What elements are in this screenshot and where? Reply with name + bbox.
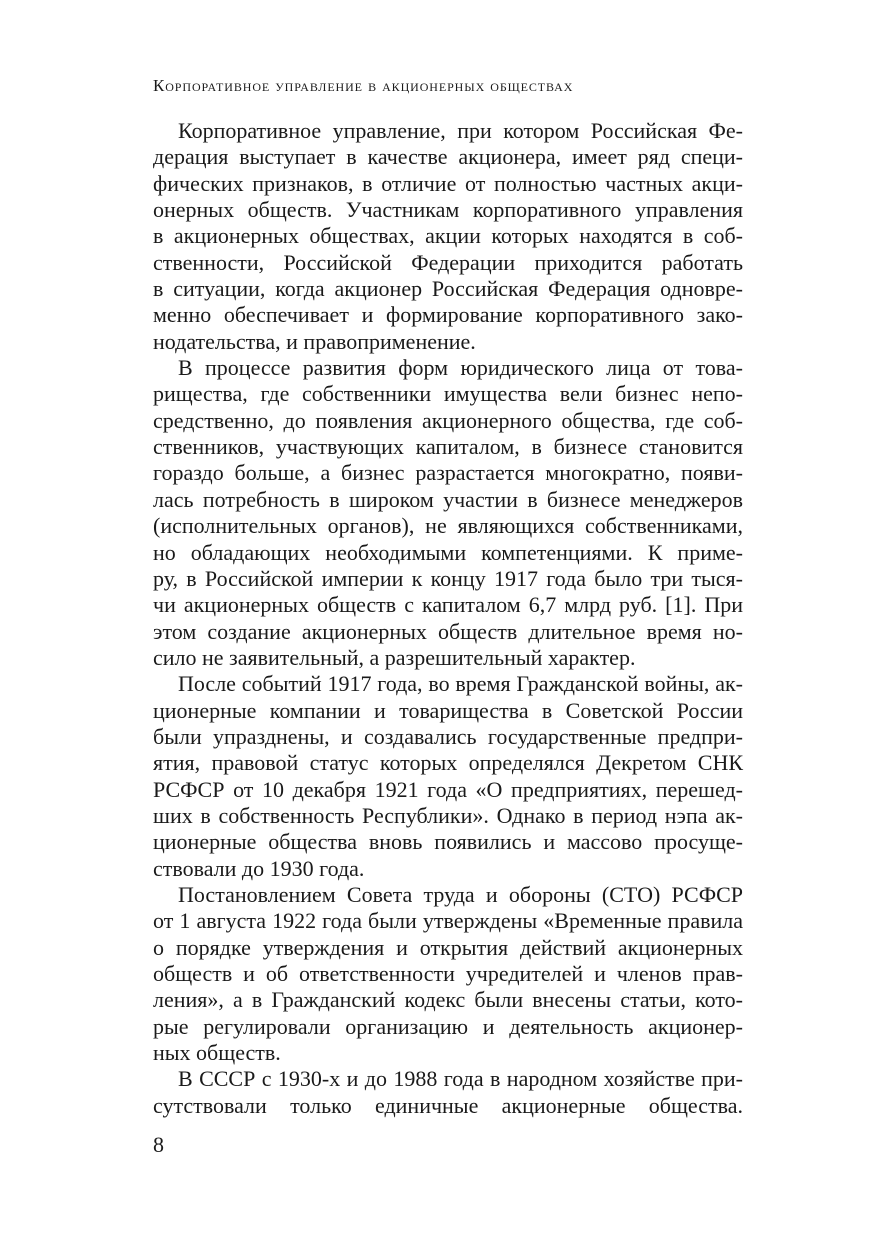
paragraph-2-line: лась потребность в широком участии в бизнесе менеджеров	[153, 486, 743, 512]
paragraph-3-line: ятия, правовой статус которых определялся Декретом СНК	[153, 750, 743, 776]
paragraph-3-line: ствовали до 1930 года.	[153, 855, 365, 881]
paragraph-2-line: В процессе развития форм юридического лица от това-	[178, 355, 743, 381]
body-text	[153, 118, 743, 1119]
paragraph-4-line: ления», а в Гражданский кодекс были внесены статьи, кото-	[153, 987, 743, 1013]
paragraph-1-line: фических признаков, в отличие от полностью частных акци-	[153, 170, 743, 196]
paragraph-5-line: сутствовали только единичные акционерные общества.	[153, 1092, 743, 1118]
running-head: Корпоративное управление в акционерных обществах	[153, 76, 574, 95]
paragraph-1-line: ственности, Российской Федерации приходится работать	[153, 249, 743, 275]
paragraph-2-line: ру, в Российской империи к концу 1917 года было три тыся-	[153, 565, 743, 591]
paragraph-4-line: о порядке утверждения и открытия действий акционерных	[153, 934, 743, 960]
paragraph-1-line: дерация выступает в качестве акционера, имеет ряд специ-	[153, 144, 743, 170]
paragraph-2-line: (исполнительных органов), не являющихся собственниками,	[153, 513, 743, 539]
paragraph-2-line: но обладающих необходимыми компетенциями. К приме-	[153, 539, 743, 565]
paragraph-1-line: менно обеспечивает и формирование корпоративного зако-	[153, 302, 743, 328]
paragraph-2-line: ственников, участвующих капиталом, в бизнесе становится	[153, 434, 743, 460]
paragraph-3-line: ционерные общества вновь появились и массово просуще-	[153, 829, 743, 855]
paragraph-5-line: В СССР с 1930-х и до 1988 года в народном хозяйстве при-	[178, 1066, 743, 1092]
paragraph-2-line: гораздо больше, а бизнес разрастается многократно, появи-	[153, 460, 743, 486]
paragraph-1-line: онерных обществ. Участникам корпоративного управления	[153, 197, 743, 223]
paragraph-2-line: этом создание акционерных обществ длительное время но-	[153, 618, 743, 644]
paragraph-4-line: Постановлением Совета труда и обороны (СТО) РСФСР	[178, 881, 743, 907]
paragraph-2-line: средственно, до появления акционерного общества, где соб-	[153, 407, 743, 433]
paragraph-3-line: были упразднены, и создавались государственные предпри-	[153, 723, 743, 749]
paragraph-2-line: сило не заявительный, а разрешительный характер.	[153, 644, 636, 670]
paragraph-2-line: рищества, где собственники имущества вели бизнес непо-	[153, 381, 743, 407]
paragraph-4-line: обществ и об ответственности учредителей и членов прав-	[153, 961, 743, 986]
paragraph-1-line: Корпоративное управление, при котором Российская Фе-	[178, 118, 743, 143]
paragraph-1-line: нодательства, и правоприменение.	[153, 328, 476, 354]
paragraph-3-line: ших в собственность Республики». Однако в период нэпа ак-	[153, 802, 743, 828]
paragraph-4-line: от 1 августа 1922 года были утверждены «Временные правила	[153, 908, 743, 934]
paragraph-1-line: в акционерных обществах, акции которых находятся в соб-	[153, 223, 743, 249]
paragraph-4-line: ных обществ.	[153, 1040, 281, 1066]
paragraph-4-line: рые регулировали организацию и деятельность акционер-	[153, 1013, 743, 1039]
paragraph-2-line: чи акционерных обществ с капиталом 6,7 млрд руб. [1]. При	[153, 592, 743, 618]
paragraph-1-line: в ситуации, когда акционер Российская Федерация одновре-	[153, 276, 743, 302]
paragraph-3-line: ционерные компании и товарищества в Советской России	[153, 697, 743, 723]
page-number: 8	[153, 1132, 164, 1157]
paragraph-3-line: РСФСР от 10 декабря 1921 года «О предприятиях, перешед-	[153, 776, 743, 802]
paragraph-3-line: После событий 1917 года, во время Гражданской войны, ак-	[178, 671, 743, 697]
